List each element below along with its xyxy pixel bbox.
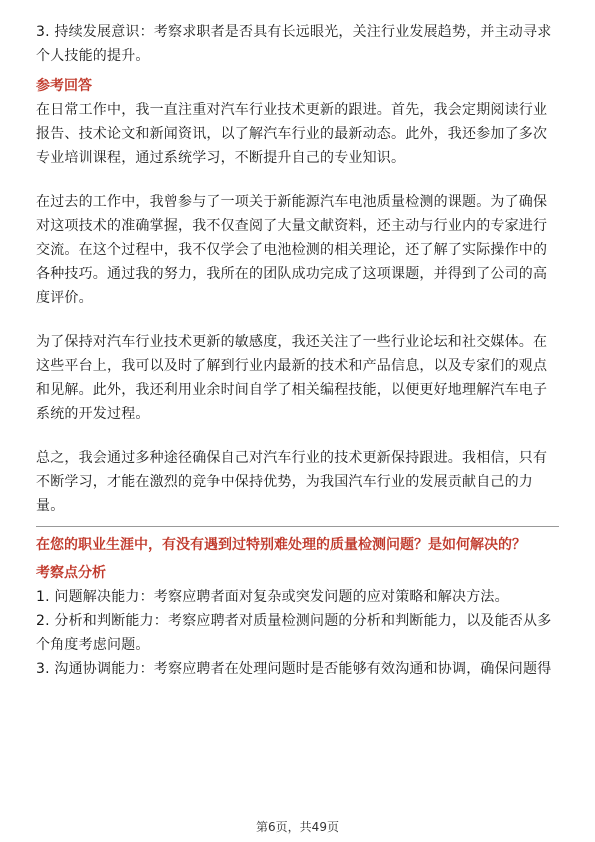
analysis-heading: 考察点分析 [36,565,106,581]
answer-heading: 参考回答 [36,78,92,94]
page-footer: 第6页，共49页 [256,820,339,834]
analysis-item-3: 3. 沟通协调能力：考察应聘者在处理问题时是否能够有效沟通和协调，确保问题得 [36,661,552,677]
intro-item: 3. 持续发展意识：考察求职者是否具有长远眼光，关注行业发展趋势，并主动寻求个人技能的提升。 [36,24,552,64]
section-divider [36,526,559,527]
analysis-item-2: 2. 分析和判断能力：考察应聘者对质量检测问题的分析和判断能力，以及能否从多个角度考虑问题。 [36,613,552,653]
question-title: 在您的职业生涯中，有没有遇到过特别难处理的质量检测问题？是如何解决的？ [36,537,526,553]
document-page [36,20,559,681]
analysis-item-1: 1. 问题解决能力：考察应聘者面对复杂或突发问题的应对策略和解决方法。 [36,589,509,605]
answer-paragraph-2: 在过去的工作中，我曾参与了一项关于新能源汽车电池质量检测的课题。为了确保对这项技术的准确掌握，我不仅查阅了大量文献资料，还主动与行业内的专家进行交流。在这个过程中，我不仅学会了电池检测的相关理论，还了解了实际操作中的各种技巧。通过我的努力，我所在的团队成功完成了这项课题，并得到了公司的高度评价。 [36,194,548,306]
answer-paragraph-1: 在日常工作中，我一直注重对汽车行业技术更新的跟进。首先，我会定期阅读行业报告、技术论文和新闻资讯，以了解汽车行业的最新动态。此外，我还参加了多次专业培训课程，通过系统学习，不断提升自己的专业知识。 [36,102,548,166]
answer-paragraph-4: 总之，我会通过多种途径确保自己对汽车行业的技术更新保持跟进。我相信，只有不断学习，才能在激烈的竞争中保持优势，为我国汽车行业的发展贡献自己的力量。 [36,450,548,514]
answer-paragraph-3: 为了保持对汽车行业技术更新的敏感度，我还关注了一些行业论坛和社交媒体。在这些平台上，我可以及时了解到行业内最新的技术和产品信息，以及专家们的观点和见解。此外，我还利用业余时间自学了相关编程技能，以便更好地理解汽车电子系统的开发过程。 [36,334,548,422]
